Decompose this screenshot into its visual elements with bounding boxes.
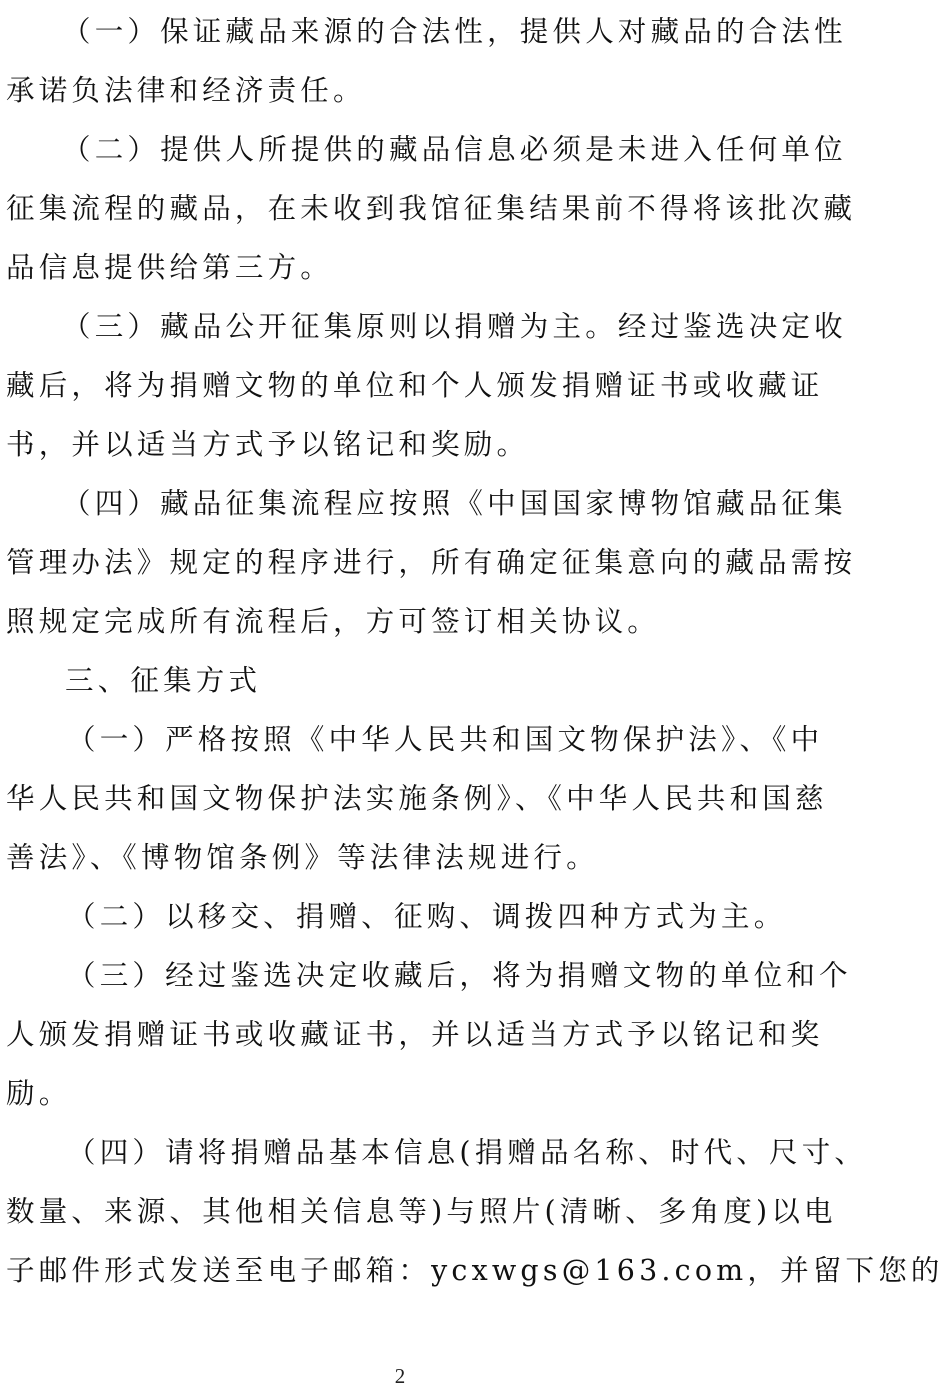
text-line-22: 子邮件形式发送至电子邮箱：ycxwgs@163.com，并留下您的 xyxy=(6,1254,944,1287)
text-line-11: 照规定完成所有流程后，方可签订相关协议。 xyxy=(6,605,661,638)
text-line-3: （二）提供人所提供的藏品信息必须是未进入任何单位 xyxy=(62,133,847,166)
text-line-19: 励。 xyxy=(6,1077,72,1110)
text-line-20: （四）请将捐赠品基本信息(捐赠品名称、时代、尺寸、 xyxy=(67,1136,868,1169)
text-line-1: （一）保证藏品来源的合法性，提供人对藏品的合法性 xyxy=(62,15,847,48)
section-heading: 三、征集方式 xyxy=(65,664,262,697)
text-line-14: 华人民共和国文物保护法实施条例》、《中华人民共和国慈 xyxy=(6,782,828,815)
text-line-13: （一）严格按照《中华人民共和国文物保护法》、《中 xyxy=(67,723,824,756)
page-number: 2 xyxy=(394,1364,406,1388)
text-line-5: 品信息提供给第三方。 xyxy=(6,251,334,284)
text-line-10: 管理办法》规定的程序进行，所有确定征集意向的藏品需按 xyxy=(6,546,857,579)
text-line-4: 征集流程的藏品，在未收到我馆征集结果前不得将该批次藏 xyxy=(6,192,857,225)
text-line-9: （四）藏品征集流程应按照《中国国家博物馆藏品征集 xyxy=(62,487,847,520)
text-line-8: 书，并以适当方式予以铭记和奖励。 xyxy=(6,428,530,461)
text-line-21: 数量、来源、其他相关信息等)与照片(清晰、多角度)以电 xyxy=(6,1195,837,1228)
text-line-2: 承诺负法律和经济责任。 xyxy=(6,74,366,107)
text-line-16: （二）以移交、捐赠、征购、调拨四种方式为主。 xyxy=(67,900,787,933)
text-line-17: （三）经过鉴选决定收藏后，将为捐赠文物的单位和个 xyxy=(67,959,852,992)
text-line-15: 善法》、《博物馆条例》等法律法规进行。 xyxy=(6,841,599,874)
text-line-6: （三）藏品公开征集原则以捐赠为主。经过鉴选决定收 xyxy=(62,310,847,343)
text-line-18: 人颁发捐赠证书或收藏证书，并以适当方式予以铭记和奖 xyxy=(6,1018,824,1051)
text-line-7: 藏后，将为捐赠文物的单位和个人颁发捐赠证书或收藏证 xyxy=(6,369,824,402)
